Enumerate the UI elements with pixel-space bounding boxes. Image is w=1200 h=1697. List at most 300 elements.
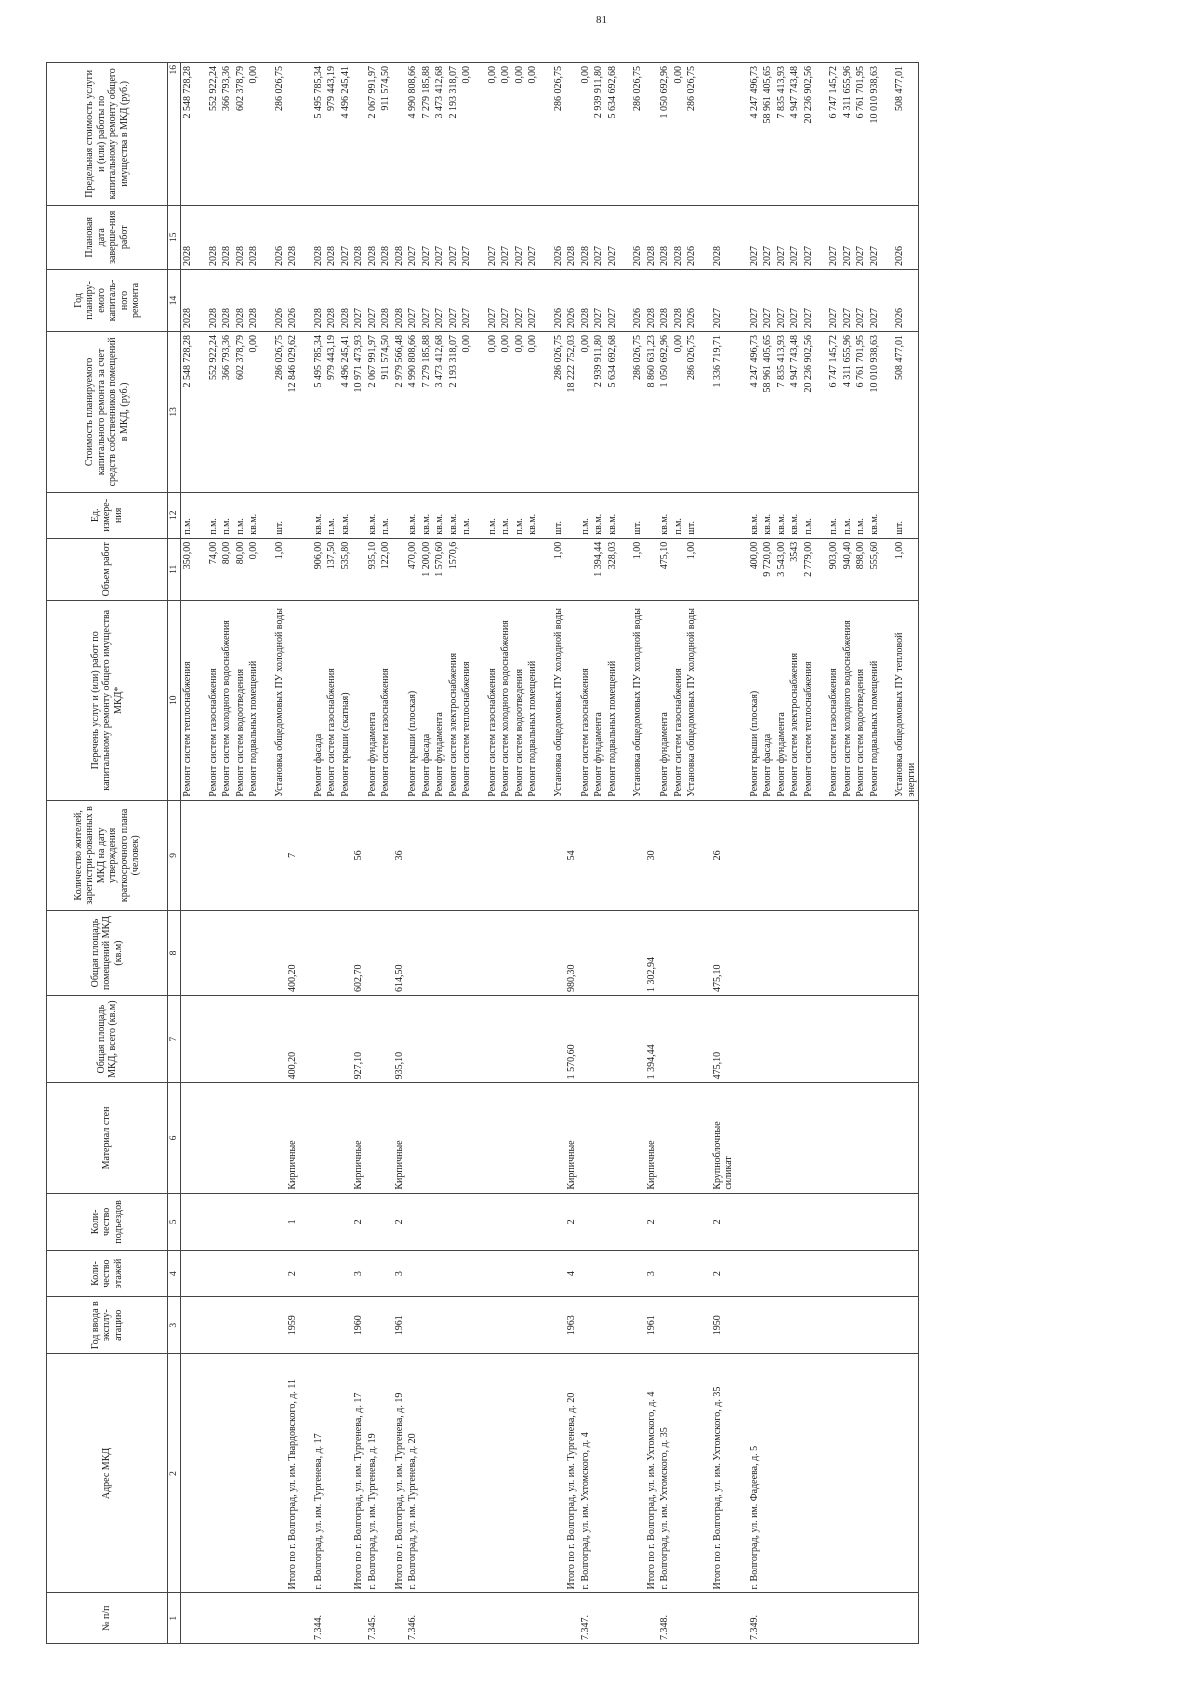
total-area [526, 996, 540, 1083]
wall-material [513, 1083, 527, 1193]
residents [406, 800, 420, 910]
floors [247, 1251, 261, 1297]
unit: кв.м. [406, 492, 420, 538]
address: Итого по г. Волгоград, ул. им. Тургенева, д. 20 [565, 1354, 579, 1593]
year-built [513, 1297, 527, 1354]
year-built [247, 1297, 261, 1354]
col-number: 13 [168, 331, 181, 492]
floors [433, 1251, 447, 1297]
address [893, 1354, 919, 1593]
unit: кв.м. [420, 492, 434, 538]
cost-limit: 0,00 [526, 63, 540, 206]
year-built [592, 1297, 606, 1354]
planned-cost: 0,00 [499, 331, 513, 492]
residents [788, 800, 802, 910]
work-name [540, 600, 552, 800]
address [300, 1354, 312, 1593]
work-volume [261, 538, 273, 600]
unit: п.м. [234, 492, 248, 538]
address [195, 1354, 207, 1593]
premises-area: 475,10 [711, 911, 736, 996]
wall-material [220, 1083, 234, 1193]
total-area [736, 996, 748, 1083]
work-name [393, 600, 407, 800]
floors [499, 1251, 513, 1297]
floors [592, 1251, 606, 1297]
cost-limit [736, 63, 748, 206]
wall-material [379, 1083, 393, 1193]
work-name [736, 600, 748, 800]
table-row [775, 63, 789, 1644]
wall-material [606, 1083, 620, 1193]
entrances [339, 1193, 353, 1250]
address [802, 1354, 816, 1593]
total-area [592, 996, 606, 1083]
work-volume [645, 538, 659, 600]
wall-material [406, 1083, 420, 1193]
row-number [631, 1593, 645, 1644]
cost-limit: 6 747 145,72 [827, 63, 841, 206]
address: г. Волгоград, ул. им. Ухтомского, д. 4 [579, 1354, 593, 1593]
planned-year: 2028 [207, 269, 221, 331]
completion-date [699, 205, 711, 269]
work-volume: 903,00 [827, 538, 841, 600]
residents [761, 800, 775, 910]
year-built [788, 1297, 802, 1354]
work-name [261, 600, 273, 800]
total-area [893, 996, 919, 1083]
work-name: Ремонт подвальных помещений [526, 600, 540, 800]
premises-area [420, 911, 434, 996]
planned-cost: 58 961 405,65 [761, 331, 775, 492]
residents [195, 800, 207, 910]
work-volume [672, 538, 686, 600]
work-name: Ремонт подвальных помещений [247, 600, 261, 800]
completion-date: 2027 [606, 205, 620, 269]
completion-date: 2028 [247, 205, 261, 269]
work-name: Ремонт фундамента [592, 600, 606, 800]
planned-year: 2028 [658, 269, 672, 331]
row-number [300, 1593, 312, 1644]
premises-area [658, 911, 672, 996]
completion-date [300, 205, 312, 269]
total-area [261, 996, 273, 1083]
col-number: 15 [168, 205, 181, 269]
planned-year: 2027 [788, 269, 802, 331]
wall-material: Крупноблочные силикат [711, 1083, 736, 1193]
completion-date: 2028 [312, 205, 326, 269]
premises-area [540, 911, 552, 996]
address [181, 1354, 195, 1593]
wall-material [312, 1083, 326, 1193]
entrances [420, 1193, 434, 1250]
year-built [406, 1297, 420, 1354]
work-volume: 1 200,00 [420, 538, 434, 600]
table-row [499, 63, 513, 1644]
address [234, 1354, 248, 1593]
table-row [592, 63, 606, 1644]
planned-year: 2028 [379, 269, 393, 331]
work-name [815, 600, 827, 800]
work-volume [565, 538, 579, 600]
total-area [699, 996, 711, 1083]
work-name: Ремонт крыши (скатная) [339, 600, 353, 800]
planned-cost [195, 331, 207, 492]
premises-area [300, 911, 312, 996]
wall-material [827, 1083, 841, 1193]
planned-cost: 911 574,50 [379, 331, 393, 492]
planned-cost: 0,00 [513, 331, 527, 492]
residents [699, 800, 711, 910]
planned-year: 2028 [579, 269, 593, 331]
work-volume: 1 394,44 [592, 538, 606, 600]
row-number [220, 1593, 234, 1644]
year-built [195, 1297, 207, 1354]
total-row [286, 63, 300, 1644]
total-row [393, 63, 407, 1644]
completion-date: 2027 [433, 205, 447, 269]
completion-date: 2026 [273, 205, 287, 269]
planned-year: 2027 [775, 269, 789, 331]
premises-area [181, 911, 195, 996]
floors [672, 1251, 686, 1297]
wall-material [325, 1083, 339, 1193]
premises-area [672, 911, 686, 996]
row-number [881, 1593, 893, 1644]
entrances [460, 1193, 474, 1250]
unit: п.м. [486, 492, 500, 538]
planned-cost: 0,00 [460, 331, 474, 492]
work-volume: 1570,6 [447, 538, 461, 600]
cost-limit [474, 63, 486, 206]
residents [631, 800, 645, 910]
wall-material [181, 1083, 195, 1193]
col-number: 6 [168, 1083, 181, 1193]
floors [460, 1251, 474, 1297]
residents [247, 800, 261, 910]
unit: п.м. [802, 492, 816, 538]
work-name: Ремонт фасада [420, 600, 434, 800]
unit: п.м. [181, 492, 195, 538]
floors [606, 1251, 620, 1297]
spacer-row [619, 63, 631, 1644]
unit: шт. [893, 492, 919, 538]
table-row [273, 63, 287, 1644]
completion-date: 2027 [486, 205, 500, 269]
total-area [379, 996, 393, 1083]
work-volume: 470,00 [406, 538, 420, 600]
planned-cost: 2 939 911,80 [592, 331, 606, 492]
residents: 30 [645, 800, 659, 910]
unit: шт. [552, 492, 566, 538]
premises-area [433, 911, 447, 996]
entrances [672, 1193, 686, 1250]
residents: 54 [565, 800, 579, 910]
col-header: Материал стен [47, 1083, 168, 1193]
planned-cost: 7 279 185,88 [420, 331, 434, 492]
total-area [499, 996, 513, 1083]
cost-limit: 1 050 692,96 [658, 63, 672, 206]
wall-material [658, 1083, 672, 1193]
entrances [736, 1193, 748, 1250]
planned-cost: 5 495 785,34 [312, 331, 326, 492]
premises-area: 1 302,94 [645, 911, 659, 996]
entrances [447, 1193, 461, 1250]
table-row [631, 63, 645, 1644]
residents [474, 800, 486, 910]
table-row [868, 63, 882, 1644]
total-row [352, 63, 366, 1644]
floors [748, 1251, 762, 1297]
work-name: Ремонт фундамента [775, 600, 789, 800]
total-area [802, 996, 816, 1083]
completion-date: 2026 [893, 205, 919, 269]
table-row [486, 63, 500, 1644]
work-name: Ремонт систем теплоснабжения [181, 600, 195, 800]
planned-year: 2026 [565, 269, 579, 331]
year-built [474, 1297, 486, 1354]
entrances [325, 1193, 339, 1250]
entrances [474, 1193, 486, 1250]
unit: кв.м. [788, 492, 802, 538]
col-number: 9 [168, 800, 181, 910]
total-area [447, 996, 461, 1083]
table-row [325, 63, 339, 1644]
floors [815, 1251, 827, 1297]
address [261, 1354, 273, 1593]
premises-area [325, 911, 339, 996]
cost-limit [815, 63, 827, 206]
wall-material [433, 1083, 447, 1193]
work-volume: 3543 [788, 538, 802, 600]
year-built [325, 1297, 339, 1354]
unit: кв.м. [775, 492, 789, 538]
wall-material [788, 1083, 802, 1193]
premises-area [261, 911, 273, 996]
floors [788, 1251, 802, 1297]
work-name: Ремонт систем холодного водоснабжения [841, 600, 855, 800]
entrances [499, 1193, 513, 1250]
total-area [433, 996, 447, 1083]
total-area [486, 996, 500, 1083]
address [247, 1354, 261, 1593]
total-area [366, 996, 380, 1083]
year-built [802, 1297, 816, 1354]
work-volume: 475,10 [658, 538, 672, 600]
cost-limit [393, 63, 407, 206]
wall-material [748, 1083, 762, 1193]
work-name: Установка общедомовых ПУ холодной воды [552, 600, 566, 800]
address [207, 1354, 221, 1593]
unit [565, 492, 579, 538]
wall-material [881, 1083, 893, 1193]
residents [815, 800, 827, 910]
year-built [207, 1297, 221, 1354]
row-number [393, 1593, 407, 1644]
completion-date: 2027 [854, 205, 868, 269]
unit: кв.м. [447, 492, 461, 538]
year-built [486, 1297, 500, 1354]
planned-cost: 2 548 728,28 [181, 331, 195, 492]
total-area: 935,10 [393, 996, 407, 1083]
row-number [815, 1593, 827, 1644]
total-area [207, 996, 221, 1083]
planned-cost: 0,00 [579, 331, 593, 492]
wall-material [552, 1083, 566, 1193]
residents: 7 [286, 800, 300, 910]
cost-limit: 286 026,75 [273, 63, 287, 206]
cost-limit: 2 939 911,80 [592, 63, 606, 206]
address: Итого по г. Волгоград, ул. им. Тургенева, д. 17 [352, 1354, 366, 1593]
residents [893, 800, 919, 910]
total-area [868, 996, 882, 1083]
planned-year: 2027 [868, 269, 882, 331]
residents [827, 800, 841, 910]
premises-area [699, 911, 711, 996]
residents [273, 800, 287, 910]
work-volume: 1,00 [893, 538, 919, 600]
floors [658, 1251, 672, 1297]
table-row [312, 63, 326, 1644]
completion-date: 2028 [579, 205, 593, 269]
row-number [273, 1593, 287, 1644]
year-built [868, 1297, 882, 1354]
entrances [631, 1193, 645, 1250]
cost-limit: 0,00 [672, 63, 686, 206]
residents [447, 800, 461, 910]
entrances [802, 1193, 816, 1250]
planned-cost: 286 026,75 [631, 331, 645, 492]
completion-date: 2028 [711, 205, 736, 269]
floors [540, 1251, 552, 1297]
total-area [672, 996, 686, 1083]
wall-material [420, 1083, 434, 1193]
row-number [261, 1593, 273, 1644]
total-area [220, 996, 234, 1083]
work-volume [540, 538, 552, 600]
year-built [672, 1297, 686, 1354]
row-number [526, 1593, 540, 1644]
floors [273, 1251, 287, 1297]
address [788, 1354, 802, 1593]
premises-area [406, 911, 420, 996]
planned-year [261, 269, 273, 331]
unit [286, 492, 300, 538]
total-area [247, 996, 261, 1083]
unit: п.м. [207, 492, 221, 538]
row-number [685, 1593, 699, 1644]
unit: кв.м. [868, 492, 882, 538]
work-name: Ремонт систем водоотведения [513, 600, 527, 800]
cost-limit: 5 495 785,34 [312, 63, 326, 206]
cost-limit: 7 279 185,88 [420, 63, 434, 206]
table-row [685, 63, 699, 1644]
residents [685, 800, 699, 910]
total-area [195, 996, 207, 1083]
col-number: 5 [168, 1193, 181, 1250]
planned-cost: 8 860 631,23 [645, 331, 659, 492]
residents [181, 800, 195, 910]
unit: кв.м. [748, 492, 762, 538]
planned-year: 2027 [420, 269, 434, 331]
planned-cost: 12 846 029,62 [286, 331, 300, 492]
planned-cost: 7 835 413,93 [775, 331, 789, 492]
residents [579, 800, 593, 910]
row-number [339, 1593, 353, 1644]
wall-material [447, 1083, 461, 1193]
cost-limit: 0,00 [460, 63, 474, 206]
planned-year: 2027 [841, 269, 855, 331]
work-volume [286, 538, 300, 600]
total-area: 1 570,60 [565, 996, 579, 1083]
planned-year: 2028 [234, 269, 248, 331]
completion-date: 2027 [460, 205, 474, 269]
unit: п.м. [854, 492, 868, 538]
unit [619, 492, 631, 538]
entrances [761, 1193, 775, 1250]
premises-area [207, 911, 221, 996]
residents [499, 800, 513, 910]
year-built [552, 1297, 566, 1354]
premises-area [339, 911, 353, 996]
floors: 3 [352, 1251, 366, 1297]
floors [775, 1251, 789, 1297]
work-name: Установка общедомовых ПУ холодной воды [273, 600, 287, 800]
entrances: 2 [352, 1193, 366, 1250]
row-number [827, 1593, 841, 1644]
premises-area [592, 911, 606, 996]
work-name [881, 600, 893, 800]
col-header: № п/п [47, 1593, 168, 1644]
planned-cost [699, 331, 711, 492]
cost-limit: 552 922,24 [207, 63, 221, 206]
address [339, 1354, 353, 1593]
unit [711, 492, 736, 538]
work-name: Ремонт систем теплоснабжения [460, 600, 474, 800]
unit: кв.м. [658, 492, 672, 538]
premises-area [854, 911, 868, 996]
address: Итого по г. Волгоград, ул. им. Ухтомского, д. 35 [711, 1354, 736, 1593]
entrances [181, 1193, 195, 1250]
premises-area [460, 911, 474, 996]
entrances [366, 1193, 380, 1250]
completion-date [474, 205, 486, 269]
premises-area [788, 911, 802, 996]
floors [366, 1251, 380, 1297]
entrances: 2 [711, 1193, 736, 1250]
work-name: Ремонт крыши (плоская) [748, 600, 762, 800]
row-number [565, 1593, 579, 1644]
planned-cost: 4 990 808,66 [406, 331, 420, 492]
total-area: 1 394,44 [645, 996, 659, 1083]
address: г. Волгоград, ул. им. Фадеева, д. 5 [748, 1354, 762, 1593]
cost-limit [286, 63, 300, 206]
residents [592, 800, 606, 910]
planned-year: 2027 [433, 269, 447, 331]
entrances [540, 1193, 552, 1250]
total-area [312, 996, 326, 1083]
work-name: Ремонт систем водоотведения [234, 600, 248, 800]
address: г. Волгоград, ул. им. Ухтомского, д. 35 [658, 1354, 672, 1593]
row-number [352, 1593, 366, 1644]
premises-area [513, 911, 527, 996]
total-area: 400,20 [286, 996, 300, 1083]
work-name: Ремонт фасада [761, 600, 775, 800]
work-volume: 9 720,00 [761, 538, 775, 600]
work-volume [699, 538, 711, 600]
residents [619, 800, 631, 910]
planned-year: 2027 [352, 269, 366, 331]
